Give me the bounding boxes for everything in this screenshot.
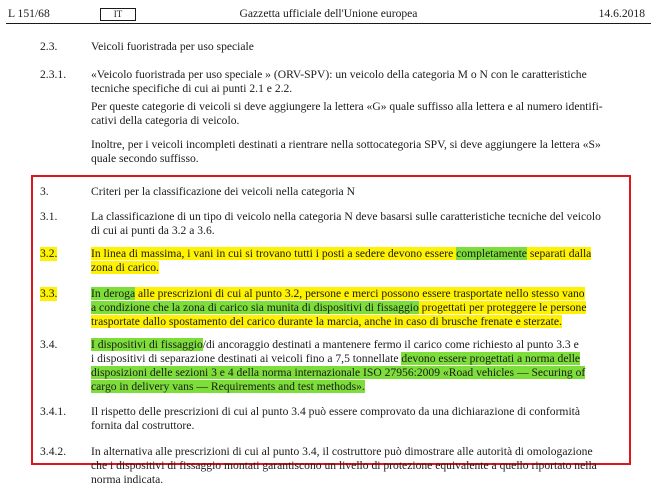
highlight-yellow: zona di carico. — [91, 261, 159, 274]
highlight-green: completamente — [456, 247, 527, 260]
section-number: 3.1. — [40, 210, 58, 223]
paragraph: La classificazione di un tipo di veicolo nella categoria N deve basarsi sulle caratteristiche tecniche del veicolo di cui ai punti da 3.2 a 3.6. — [91, 210, 601, 237]
paragraph: I dispositivi di fissaggio/di ancoraggio destinati a mantenere fermo il carico come richiesto al punto 3.3 e i dispositivi di separazione destinati ai veicoli fino a 7,5 tonnellate devono essere progettati a norma delle disposizioni delle sezioni 3 e 4 della norma internazionale ISO 27956:2009 «Road vehicles — Securing of cargo in delivery vans — Requirements and test methods». — [91, 338, 586, 393]
highlight-green: devono essere progettati a norma delle — [401, 352, 581, 365]
section-title: Criteri per la classificazione dei veicoli nella categoria N — [91, 185, 355, 198]
highlight-green: disposizioni delle sezioni 3 e 4 della norma internazionale ISO 27956:2009 «Road vehicles — Securing of — [91, 366, 586, 379]
highlight-green: In deroga — [91, 287, 136, 300]
header-divider — [6, 23, 651, 24]
section-number: 3. — [40, 185, 49, 198]
language-badge: IT — [100, 8, 136, 21]
highlight-yellow: progettati per proteggere le persone — [418, 301, 587, 314]
section-number: 3.4. — [40, 338, 58, 351]
highlight-yellow: In linea di massima, i vani in cui si trovano tutti i posti a sedere devono essere — [91, 247, 457, 260]
paragraph: In alternativa alle prescrizioni di cui al punto 3.4, il costruttore può dimostrare alle autorità di omologazione che i dispositivi di fissaggio montati garantiscono un livello di protezione equivalente a quello riportato nella norma indicata. — [91, 445, 597, 486]
highlight-yellow: trasportate dallo spostamento del carico durante la marcia, anche in caso di brusche frenate e sterzate. — [91, 315, 562, 328]
page-header — [6, 7, 651, 23]
section-number: 3.4.2. — [40, 445, 67, 458]
highlight-yellow: alle prescrizioni di cui al punto 3.2, persone e merci possono essere trasportate nello stesso vano — [135, 287, 585, 300]
page-reference: L 151/68 — [8, 7, 50, 20]
section-number: 2.3.1. — [40, 68, 67, 81]
paragraph — [91, 287, 621, 329]
paragraph: Il rispetto delle prescrizioni di cui al punto 3.4 può essere comprovato da una dichiarazione di conformità fornita dal costruttore. — [91, 405, 581, 432]
paragraph: «Veicolo fuoristrada per uso speciale » (ORV-SPV): un veicolo della categoria M o N con le caratteristiche tecniche specifiche di cui ai punti 2.1 e 2.2. — [91, 68, 587, 95]
highlight-green: cargo in delivery vans — Requirements and test methods». — [91, 380, 365, 393]
section-title: Veicoli fuoristrada per uso speciale — [91, 40, 254, 53]
publication-title: Gazzetta ufficiale dell'Unione europea — [239, 7, 418, 20]
publication-date: 14.6.2018 — [598, 7, 645, 20]
paragraph: Per queste categorie di veicoli si deve aggiungere la lettera «G» quale suffisso alla lettera e al numero identifi- cativi della categoria di veicolo. — [91, 100, 603, 127]
highlight-green: a condizione che la zona di carico sia munita di dispositivi di fissaggio — [91, 301, 419, 314]
paragraph: Inoltre, per i veicoli incompleti destinati a rientrare nella sottocategoria SPV, si deve aggiungere la lettera «S» quale secondo suffisso. — [91, 138, 601, 165]
section-number: 3.4.1. — [40, 405, 67, 418]
highlight-yellow: separati dalla — [526, 247, 592, 260]
section-number: 3.2. — [40, 247, 58, 260]
highlight-green: I dispositivi di fissaggio — [91, 338, 203, 351]
paragraph — [91, 247, 621, 275]
section-number: 2.3. — [40, 40, 58, 53]
section-number: 3.3. — [40, 287, 58, 300]
